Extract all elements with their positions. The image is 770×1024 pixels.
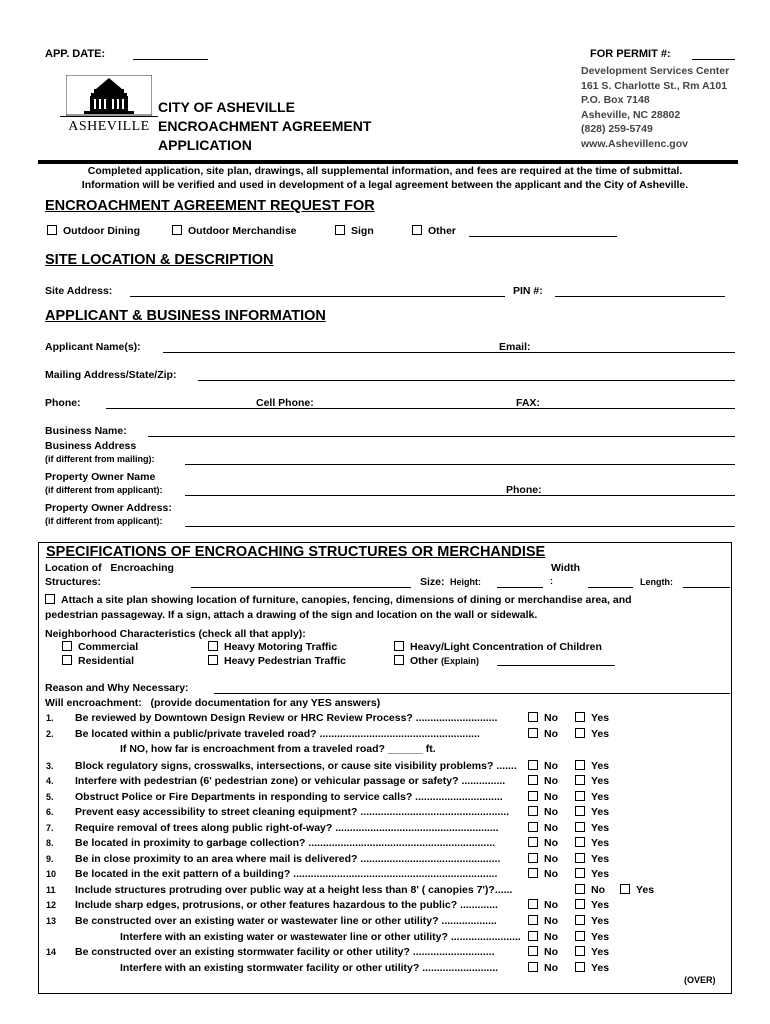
attach-line-1: Attach a site plan showing location of furniture, canopies, fencing, dimensions of dining or merchandise area, and xyxy=(45,594,632,606)
question-text: Block regulatory signs, crosswalks, intersections, or cause site visibility problems? ....... xyxy=(75,760,517,772)
no-checkbox[interactable]: No xyxy=(528,728,558,740)
no-checkbox[interactable]: No xyxy=(528,712,558,724)
no-checkbox[interactable]: No xyxy=(528,837,558,849)
site-address-label: Site Address: xyxy=(45,285,113,297)
owner-name-field[interactable] xyxy=(185,495,735,496)
will-label: Will encroachment: (provide documentation for any YES answers) xyxy=(45,697,381,709)
option-sign[interactable]: Sign xyxy=(335,225,374,237)
specs-heading: SPECIFICATIONS OF ENCROACHING STRUCTURES OR MERCHANDISE xyxy=(46,544,546,560)
permit-label: FOR PERMIT #: xyxy=(590,48,671,60)
question-number: 2. xyxy=(46,729,54,739)
applicant-heading: APPLICANT & BUSINESS INFORMATION xyxy=(45,308,326,324)
owner-address-label: Property Owner Address: xyxy=(45,502,172,514)
owner-name-note: (if different from applicant): xyxy=(45,485,163,495)
no-checkbox[interactable]: No xyxy=(528,915,558,927)
site-heading: SITE LOCATION & DESCRIPTION xyxy=(45,252,274,268)
question-text: Require removal of trees along public right-of-way? ........................................................ xyxy=(75,822,499,834)
question-text: Prevent easy accessibility to street cleaning equipment? ................................................... xyxy=(75,806,510,818)
yes-checkbox[interactable]: Yes xyxy=(575,962,609,974)
mailing-field[interactable] xyxy=(198,380,735,381)
fax-label: FAX: xyxy=(516,397,540,409)
question-number: 12 xyxy=(46,900,57,910)
question-number: 11 xyxy=(46,885,56,895)
yes-checkbox[interactable]: Yes xyxy=(575,946,609,958)
business-address-label: Business Address xyxy=(45,440,137,452)
applicant-name-field[interactable] xyxy=(163,352,735,353)
email-label: Email: xyxy=(499,341,531,353)
no-checkbox[interactable]: No xyxy=(528,931,558,943)
yes-checkbox[interactable]: Yes xyxy=(575,822,609,834)
nb-heavy-pedestrian[interactable]: Heavy Pedestrian Traffic xyxy=(208,655,346,667)
no-checkbox[interactable]: No xyxy=(528,853,558,865)
no-checkbox[interactable]: No xyxy=(528,868,558,880)
no-checkbox[interactable]: No xyxy=(575,884,605,896)
mailing-label: Mailing Address/State/Zip: xyxy=(45,369,177,381)
no-checkbox[interactable]: No xyxy=(528,791,558,803)
nb-residential[interactable]: Residential xyxy=(62,655,134,667)
no-checkbox[interactable]: No xyxy=(528,899,558,911)
attach-checkbox[interactable] xyxy=(45,594,55,604)
question-text: Be constructed over an existing water or wastewater line or other utility? ................... xyxy=(75,915,497,927)
question-text: Include structures protruding over public way at a height less than 8' ( canopies 7')?...... xyxy=(75,884,513,896)
yes-checkbox[interactable]: Yes xyxy=(575,728,609,740)
structures-label: Structures: xyxy=(45,576,102,588)
width-colon: : xyxy=(550,576,553,586)
width-field[interactable] xyxy=(588,587,633,588)
question-text: If NO, how far is encroachment from a traveled road? ______ ft. xyxy=(120,743,436,755)
other-field[interactable] xyxy=(469,236,617,237)
permit-field[interactable] xyxy=(692,59,735,60)
no-checkbox[interactable]: No xyxy=(528,775,558,787)
over-label: (OVER) xyxy=(684,975,716,985)
question-number: 3. xyxy=(46,761,54,771)
nb-children[interactable]: Heavy/Light Concentration of Children xyxy=(394,641,602,653)
yes-checkbox[interactable]: Yes xyxy=(575,931,609,943)
question-text: Be located within a public/private traveled road? ....................................................... xyxy=(75,728,480,740)
yes-checkbox[interactable]: Yes xyxy=(575,760,609,772)
question-text: Be located in proximity to garbage collection? ................................................................ xyxy=(75,837,496,849)
question-text: Be constructed over an existing stormwater facility or other utility? ............................ xyxy=(75,946,495,958)
question-text: Interfere with an existing stormwater facility or other utility? .......................... xyxy=(120,962,499,974)
nb-commercial[interactable]: Commercial xyxy=(62,641,138,653)
yes-checkbox[interactable]: Yes xyxy=(575,868,609,880)
nb-heavy-motoring[interactable]: Heavy Motoring Traffic xyxy=(208,641,337,653)
option-other[interactable]: Other xyxy=(412,225,456,237)
question-text: Interfere with pedestrian (6' pedestrian zone) or vehicular passage or safety? ............... xyxy=(75,775,506,787)
no-checkbox[interactable]: No xyxy=(528,946,558,958)
question-text: Obstruct Police or Fire Departments in responding to service calls? .............................. xyxy=(75,791,503,803)
question-number: 9. xyxy=(46,854,54,864)
business-name-field[interactable] xyxy=(148,436,735,437)
option-outdoor-merchandise[interactable]: Outdoor Merchandise xyxy=(172,225,297,237)
app-date-field[interactable] xyxy=(133,59,208,60)
location-label: Location of Encroaching xyxy=(45,562,174,574)
page-title: CITY OF ASHEVILLE ENCROACHMENT AGREEMENT APPLICATION xyxy=(158,99,372,153)
asheville-logo: ASHEVILLE xyxy=(66,75,152,139)
yes-checkbox[interactable]: Yes xyxy=(620,884,654,896)
nb-other-field[interactable] xyxy=(497,665,615,666)
no-checkbox[interactable]: No xyxy=(528,760,558,772)
neighborhood-label: Neighborhood Characteristics (check all that apply): xyxy=(45,628,306,640)
owner-address-note: (if different from applicant): xyxy=(45,516,163,526)
question-number: 7. xyxy=(46,823,54,833)
phone-field[interactable] xyxy=(106,408,735,409)
no-checkbox[interactable]: No xyxy=(528,962,558,974)
business-name-label: Business Name: xyxy=(45,425,127,437)
applicant-name-label: Applicant Name(s): xyxy=(45,341,141,353)
reason-label: Reason and Why Necessary: xyxy=(45,682,189,694)
question-number: 8. xyxy=(46,838,54,848)
structures-field[interactable] xyxy=(191,587,411,588)
no-checkbox[interactable]: No xyxy=(528,806,558,818)
nb-other[interactable]: Other (Explain) xyxy=(394,655,479,667)
yes-checkbox[interactable]: Yes xyxy=(575,915,609,927)
yes-checkbox[interactable]: Yes xyxy=(575,853,609,865)
business-address-field[interactable] xyxy=(185,464,735,465)
question-number: 13 xyxy=(46,916,57,926)
yes-checkbox[interactable]: Yes xyxy=(575,899,609,911)
question-number: 4. xyxy=(46,776,54,786)
question-text: Be in close proximity to an area where mail is delivered? ................................................ xyxy=(75,853,501,865)
question-number: 1. xyxy=(46,713,54,723)
submittal-note: Completed application, site plan, drawings, all supplemental information, and fees are required at the time of submittal. Information will be verified and used in development of a legal agreement between the applicant and the City of Asheville. xyxy=(81,165,689,191)
question-number: 10 xyxy=(46,869,57,879)
owner-phone-label: Phone: xyxy=(506,484,542,496)
yes-checkbox[interactable]: Yes xyxy=(575,837,609,849)
option-outdoor-dining[interactable]: Outdoor Dining xyxy=(47,225,140,237)
length-label: Length: xyxy=(640,577,673,587)
attach-line-2: pedestrian passageway. If a sign, attach a drawing of the sign and location on the wall or sidewalk. xyxy=(45,609,538,621)
yes-checkbox[interactable]: Yes xyxy=(575,775,609,787)
width-label: Width xyxy=(551,562,581,574)
question-number: 14 xyxy=(46,947,57,957)
reason-field[interactable] xyxy=(214,693,730,694)
question-number: 6. xyxy=(46,807,54,817)
business-address-note: (if different from mailing): xyxy=(45,454,155,464)
pin-field[interactable] xyxy=(555,296,725,297)
request-heading: ENCROACHMENT AGREEMENT REQUEST FOR xyxy=(45,198,375,214)
question-text: Be reviewed by Downtown Design Review or HRC Review Process? ............................ xyxy=(75,712,498,724)
yes-checkbox[interactable]: Yes xyxy=(575,791,609,803)
yes-checkbox[interactable]: Yes xyxy=(575,806,609,818)
yes-checkbox[interactable]: Yes xyxy=(575,712,609,724)
pin-label: PIN #: xyxy=(513,285,543,297)
site-address-field[interactable] xyxy=(130,296,505,297)
owner-address-field[interactable] xyxy=(185,526,735,527)
owner-name-label: Property Owner Name xyxy=(45,471,156,483)
phone-label: Phone: xyxy=(45,397,81,409)
height-label: Height: xyxy=(450,577,481,587)
question-text: Interfere with an existing water or wastewater line or other utility? ........................ xyxy=(120,931,521,943)
length-field[interactable] xyxy=(683,587,730,588)
office-info: Development Services Center 161 S. Charlotte St., Rm A101 P.O. Box 7148 Asheville, NC 28802 (828) 259-5749 www.Ashevillenc.gov xyxy=(581,65,730,150)
question-text: Include sharp edges, protrusions, or other features hazardous to the public? ............. xyxy=(75,899,498,911)
height-field[interactable] xyxy=(497,587,543,588)
cell-label: Cell Phone: xyxy=(256,397,314,409)
size-label: Size: xyxy=(420,576,445,588)
question-number: 5. xyxy=(46,792,54,802)
app-date-label: APP. DATE: xyxy=(45,48,106,60)
no-checkbox[interactable]: No xyxy=(528,822,558,834)
question-text: Be located in the exit pattern of a building? ...................................................................... xyxy=(75,868,498,880)
